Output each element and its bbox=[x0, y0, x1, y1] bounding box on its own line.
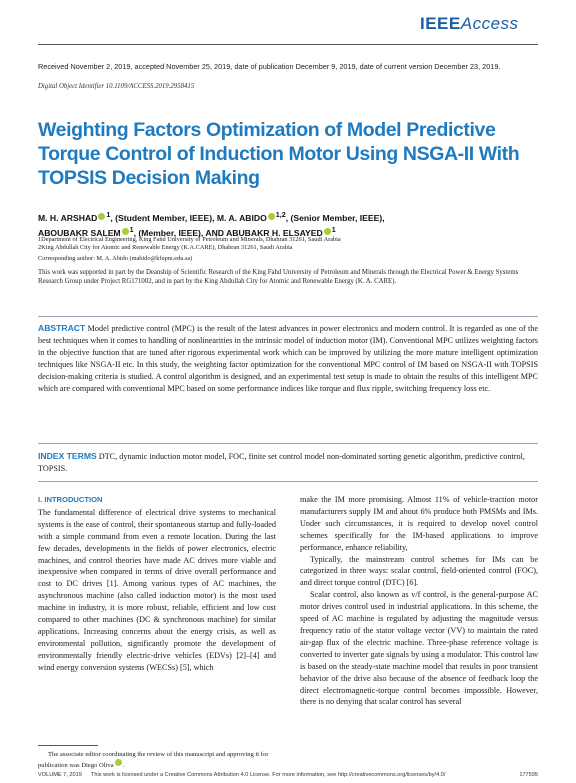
affiliations bbox=[38, 236, 548, 252]
paper-title: Weighting Factors Optimization of Model Predictive Torque Control of Induction Motor Using NSGA-II With TOPSIS Decision Making bbox=[38, 119, 520, 189]
author-name: M. A. ABIDO bbox=[216, 212, 267, 223]
author-role: , (Student Member, IEEE), bbox=[110, 212, 217, 223]
header-rule bbox=[38, 44, 538, 45]
abstract-bottom-rule bbox=[38, 443, 538, 444]
index-terms-label: INDEX TERMS bbox=[38, 451, 97, 461]
author-role: , (Senior Member, IEEE), bbox=[285, 212, 385, 223]
abstract bbox=[38, 323, 538, 394]
footnote: The associate editor coordinating the review of this manuscript and approving it for publication was Diego Oliva . bbox=[38, 751, 269, 769]
corresponding-author: Corresponding author: M. A. Abido (mabido@kfupm.edu.sa) bbox=[38, 255, 193, 262]
paragraph: Typically, the mainstream control schemes for IMs can be categorized in three ways: scalar control, field-oriented control (FOC), and direct torque control (DTC) [6]. bbox=[300, 554, 538, 588]
author-name: ABOUBAKR SALEM bbox=[38, 228, 121, 239]
author-name: M. H. ARSHAD bbox=[38, 212, 98, 223]
ieee-access-logo: IEEEAccess bbox=[420, 14, 519, 33]
license-text: This work is licensed under a Creative Commons Attribution 4.0 License. For more information, see http://creativecommons.org/licenses/by/4.0/ bbox=[91, 772, 446, 778]
abstract-label: ABSTRACT bbox=[38, 323, 86, 333]
author-affil-sup: 1 bbox=[129, 226, 134, 235]
doi: Digital Object Identifier 10.1109/ACCESS.2019.2958415 bbox=[38, 83, 195, 90]
publication-dates: Received November 2, 2019, accepted November 25, 2019, date of publication December 9, 2019, date of current version December 23, 2019. bbox=[38, 62, 501, 71]
paragraph: make the IM more promising. Almost 11% of vehicle-traction motor manufacturers supply IM and about 6% produce both PMSMs and IMs. Under such circumstances, it is required to develop novel control schemes specifically for the IM-based applications to improve performance, enhance reliability, bbox=[300, 495, 538, 552]
affiliation-1: 1Department of Electrical Engineering, King Fahd University of Petroleum and Minerals, Dhahran 31261, Saudi Arabia bbox=[38, 236, 341, 243]
page-number: 177595 bbox=[519, 772, 538, 778]
paragraph: The fundamental difference of electrical drive systems to mechanical systems is the ease of control, their spontaneous startup and fully-loaded with a simple command from even a remote location. During the last few decades, developments in the fields of power electronics, electric machines, and control theories have made AC drives more viable and inexpensive when compared in terms of drive overall performance and cost to DC drives [1]. Among various types of AC machines, the asynchronous machine (also called induction motor) is the most used machine in industry, it is more robust, reliable, efficient and low cost compared to other machines (DC & synchronous machine) for similar applications. Increasing concerns about the energy crisis, as well as environmental pollution, significantly promote the development of environmentally friendly electric-drive vehicles (EDVs) [2]–[4] and wind energy conversion systems (WECSs) [5], which bbox=[38, 507, 276, 672]
index-terms bbox=[38, 451, 538, 475]
body-column-left bbox=[38, 494, 276, 674]
orcid-icon[interactable] bbox=[324, 228, 331, 235]
body-column-right bbox=[300, 494, 538, 708]
index-terms-text: DTC, dynamic induction motor model, FOC, finite set control model non-dominated sorting genetic algorithm, predictive control, TOPSIS. bbox=[38, 452, 525, 473]
volume-label: VOLUME 7, 2019 bbox=[38, 772, 82, 778]
orcid-icon[interactable] bbox=[122, 228, 129, 235]
author-affil-sup: 1 bbox=[331, 226, 336, 235]
abstract-text: Model predictive control (MPC) is the result of the latest advances in power electronics and modern control. It is regarded as one of the best techniques when it comes to handling of nonlinearities in the intrinsic model of induction motor (IM). Conventional MPC utilizes weighting factors in the objective function that are tuned after rigorous experimental work which can be improved by utilizing the more mature intelligent optimization techniques like NSGA-II etc. In this study, the weighting factor optimization for the conventional MPC control of IM based on NSGA-II with TOPSIS decision-making criteria is studied. A control algorithm is designed, and an experimental test setup is made to obtain the results of this intelligent MPC which are compared with conventional MPC based on some performance indices like torque and flux ripple, switching frequency loss etc. bbox=[38, 324, 539, 393]
orcid-icon[interactable] bbox=[115, 759, 122, 766]
author-role: , (Member, IEEE), AND bbox=[133, 228, 227, 239]
orcid-icon[interactable] bbox=[268, 213, 275, 220]
affiliation-2: 2King Abdullah City for Atomic and Renewable Energy (K.A.CARE), Dhahran 31261, Saudi Arabia bbox=[38, 244, 293, 251]
orcid-icon[interactable] bbox=[98, 213, 105, 220]
index-bottom-rule bbox=[38, 481, 538, 482]
author-name: ABUBAKR H. ELSAYED bbox=[226, 228, 323, 239]
author-affil-sup: 1,2 bbox=[275, 211, 286, 219]
author-affil-sup: 1 bbox=[106, 211, 111, 219]
funding-statement: This work was supported in part by the Deanship of Scientific Research of the King Fahd University of Petroleum and Minerals through the Electrical Power & Energy Systems Research Group under Project RG171002, and in part by the King Abdullah City for Atomic and Renewable Energy (K. A. CARE). bbox=[38, 269, 519, 286]
paragraph: Scalar control, also known as v/f control, is the general-purpose AC motor drives control used in industrial applications. In this scheme, the speed of AC machine is regulated by adjusting the magnitude versus frequency ratio of the stator voltage vector (VV) to maintain the rated air-gap flux of the electric machine. Three-phase reference voltage is converted to inverter gate signals by using a modulator. This control law is based on the steady-state machine model that results in poor transient behavior of the drive also because of the absence of feedback loop the direct electromagnetic-torque control becomes impossible. However, there is no denying that scalar control has several bbox=[300, 590, 538, 707]
footnote-rule bbox=[38, 745, 98, 746]
section-heading: I. INTRODUCTION bbox=[38, 495, 103, 504]
abstract-top-rule bbox=[38, 316, 538, 317]
